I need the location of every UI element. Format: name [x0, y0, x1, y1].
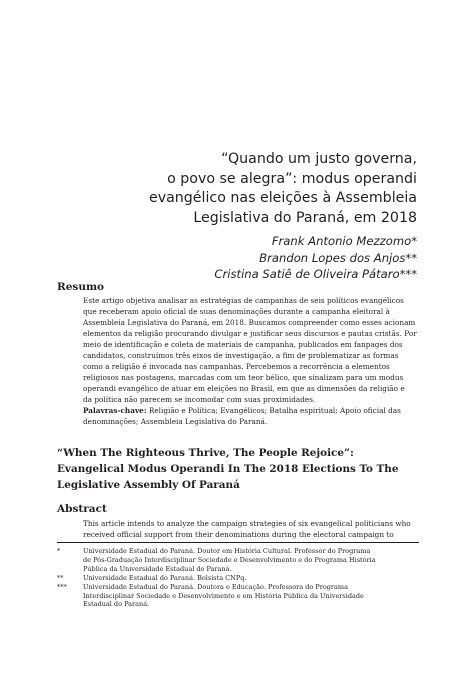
keywords-label: Palavras-chave:	[83, 406, 147, 415]
resumo-line: Este artigo objetiva analisar as estratégias de campanhas de seis políticos evangélicos	[83, 296, 404, 305]
resumo-line: candidatos, construímos três eixos de investigação, a fim de problematizar as formas	[83, 351, 399, 360]
author-list	[117, 233, 417, 283]
footnote-divider	[57, 542, 419, 543]
title-line: o povo se alegra”: modus operandi	[167, 170, 417, 187]
abstract-line: received official support from their denominations during the electoral campaign to	[83, 530, 394, 539]
footnote-line: Universidade Estadual do Paraná. Doutor em História Cultural. Professor do Programa	[83, 547, 371, 555]
footnote	[57, 574, 420, 583]
title-line: Legislative Assembly Of Paraná	[57, 479, 240, 491]
english-title	[57, 445, 419, 493]
author-name: Frank Antonio Mezzomo*	[271, 234, 417, 248]
title-line: Evangelical Modus Operandi In The 2018 Elections To The	[57, 463, 399, 475]
footnote-line: Universidade Estadual do Paraná. Doutora e Educação. Professora do Programa	[83, 582, 348, 591]
author-name: Brandon Lopes dos Anjos**	[259, 250, 417, 265]
resumo-line: elementos da religião procurando divulgar e justificar seus discursos e pautas cristãs. Por	[83, 329, 417, 338]
resumo-line: que receberam apoio oficial de suas denominações durante a campanha eleitoral à	[83, 307, 390, 316]
resumo-line: religiosos nas postagens, marcadas com um teor bélico, que sinalizam para um modus	[83, 373, 404, 382]
title-line: “Quando um justo governa,	[221, 151, 417, 167]
abstract-text	[83, 518, 420, 540]
title-line: Legislativa do Paraná, em 2018	[193, 209, 417, 226]
keywords-line	[83, 405, 420, 416]
title-line: evangélico nas eleições à Assembleia	[148, 190, 417, 206]
footnote	[57, 547, 420, 574]
footnote-line: Pública da Universidade Estadual do Paraná.	[83, 564, 232, 573]
footnote-line: Interdisciplinar Sociedade e Desenvolvimento e em História Pública da Universidade	[83, 591, 364, 600]
title-line: “When The Righteous Thrive, The People Rejoice”:	[57, 447, 354, 459]
abstract-line: This article intends to analyze the campaign strategies of six evangelical politicians who	[83, 519, 411, 528]
keywords-line: denominações; Assembleia Legislativa do Paraná.	[83, 417, 268, 426]
footnote	[57, 583, 420, 610]
resumo-line: operandi evangélico de atuar em eleições no Brasil, em que as dimensões da religião e	[83, 384, 405, 393]
footnote-mark: *	[57, 547, 61, 555]
footnote-mark: ***	[57, 582, 67, 591]
footnote-line: de Pós-Graduação Interdisciplinar Sociedade e Desenvolvimento e do Programa História	[83, 555, 376, 564]
resumo-text	[83, 295, 420, 427]
resumo-heading: Resumo	[57, 281, 105, 293]
footnote-mark: **	[57, 573, 64, 582]
abstract-heading: Abstract	[57, 503, 107, 515]
footnote-line: Estadual do Paraná.	[83, 600, 150, 609]
resumo-line: Assembleia Legislativa do Paraná, em 2018. Buscamos compreender como esses acionam	[83, 318, 416, 327]
resumo-line: como a religião é invocada nas campanhas. Percebemos a recorrência a elementos	[83, 362, 390, 371]
footnotes	[57, 547, 420, 609]
resumo-line: meio de identificação e coleta de materiais de campanha, publicados em fanpages dos	[83, 340, 403, 349]
resumo-line: da política não parecem se incomodar com suas proximidades.	[83, 395, 316, 404]
keywords-text: Religião e Política; Evangélicos; Batalha espiritual; Apoio oficial das	[146, 406, 401, 415]
footnote-line: Universidade Estadual do Paraná. Bolsista CNPq.	[83, 573, 247, 582]
author-name: Cristina Satiê de Oliveira Pátaro***	[214, 267, 417, 281]
portuguese-title	[117, 150, 417, 228]
